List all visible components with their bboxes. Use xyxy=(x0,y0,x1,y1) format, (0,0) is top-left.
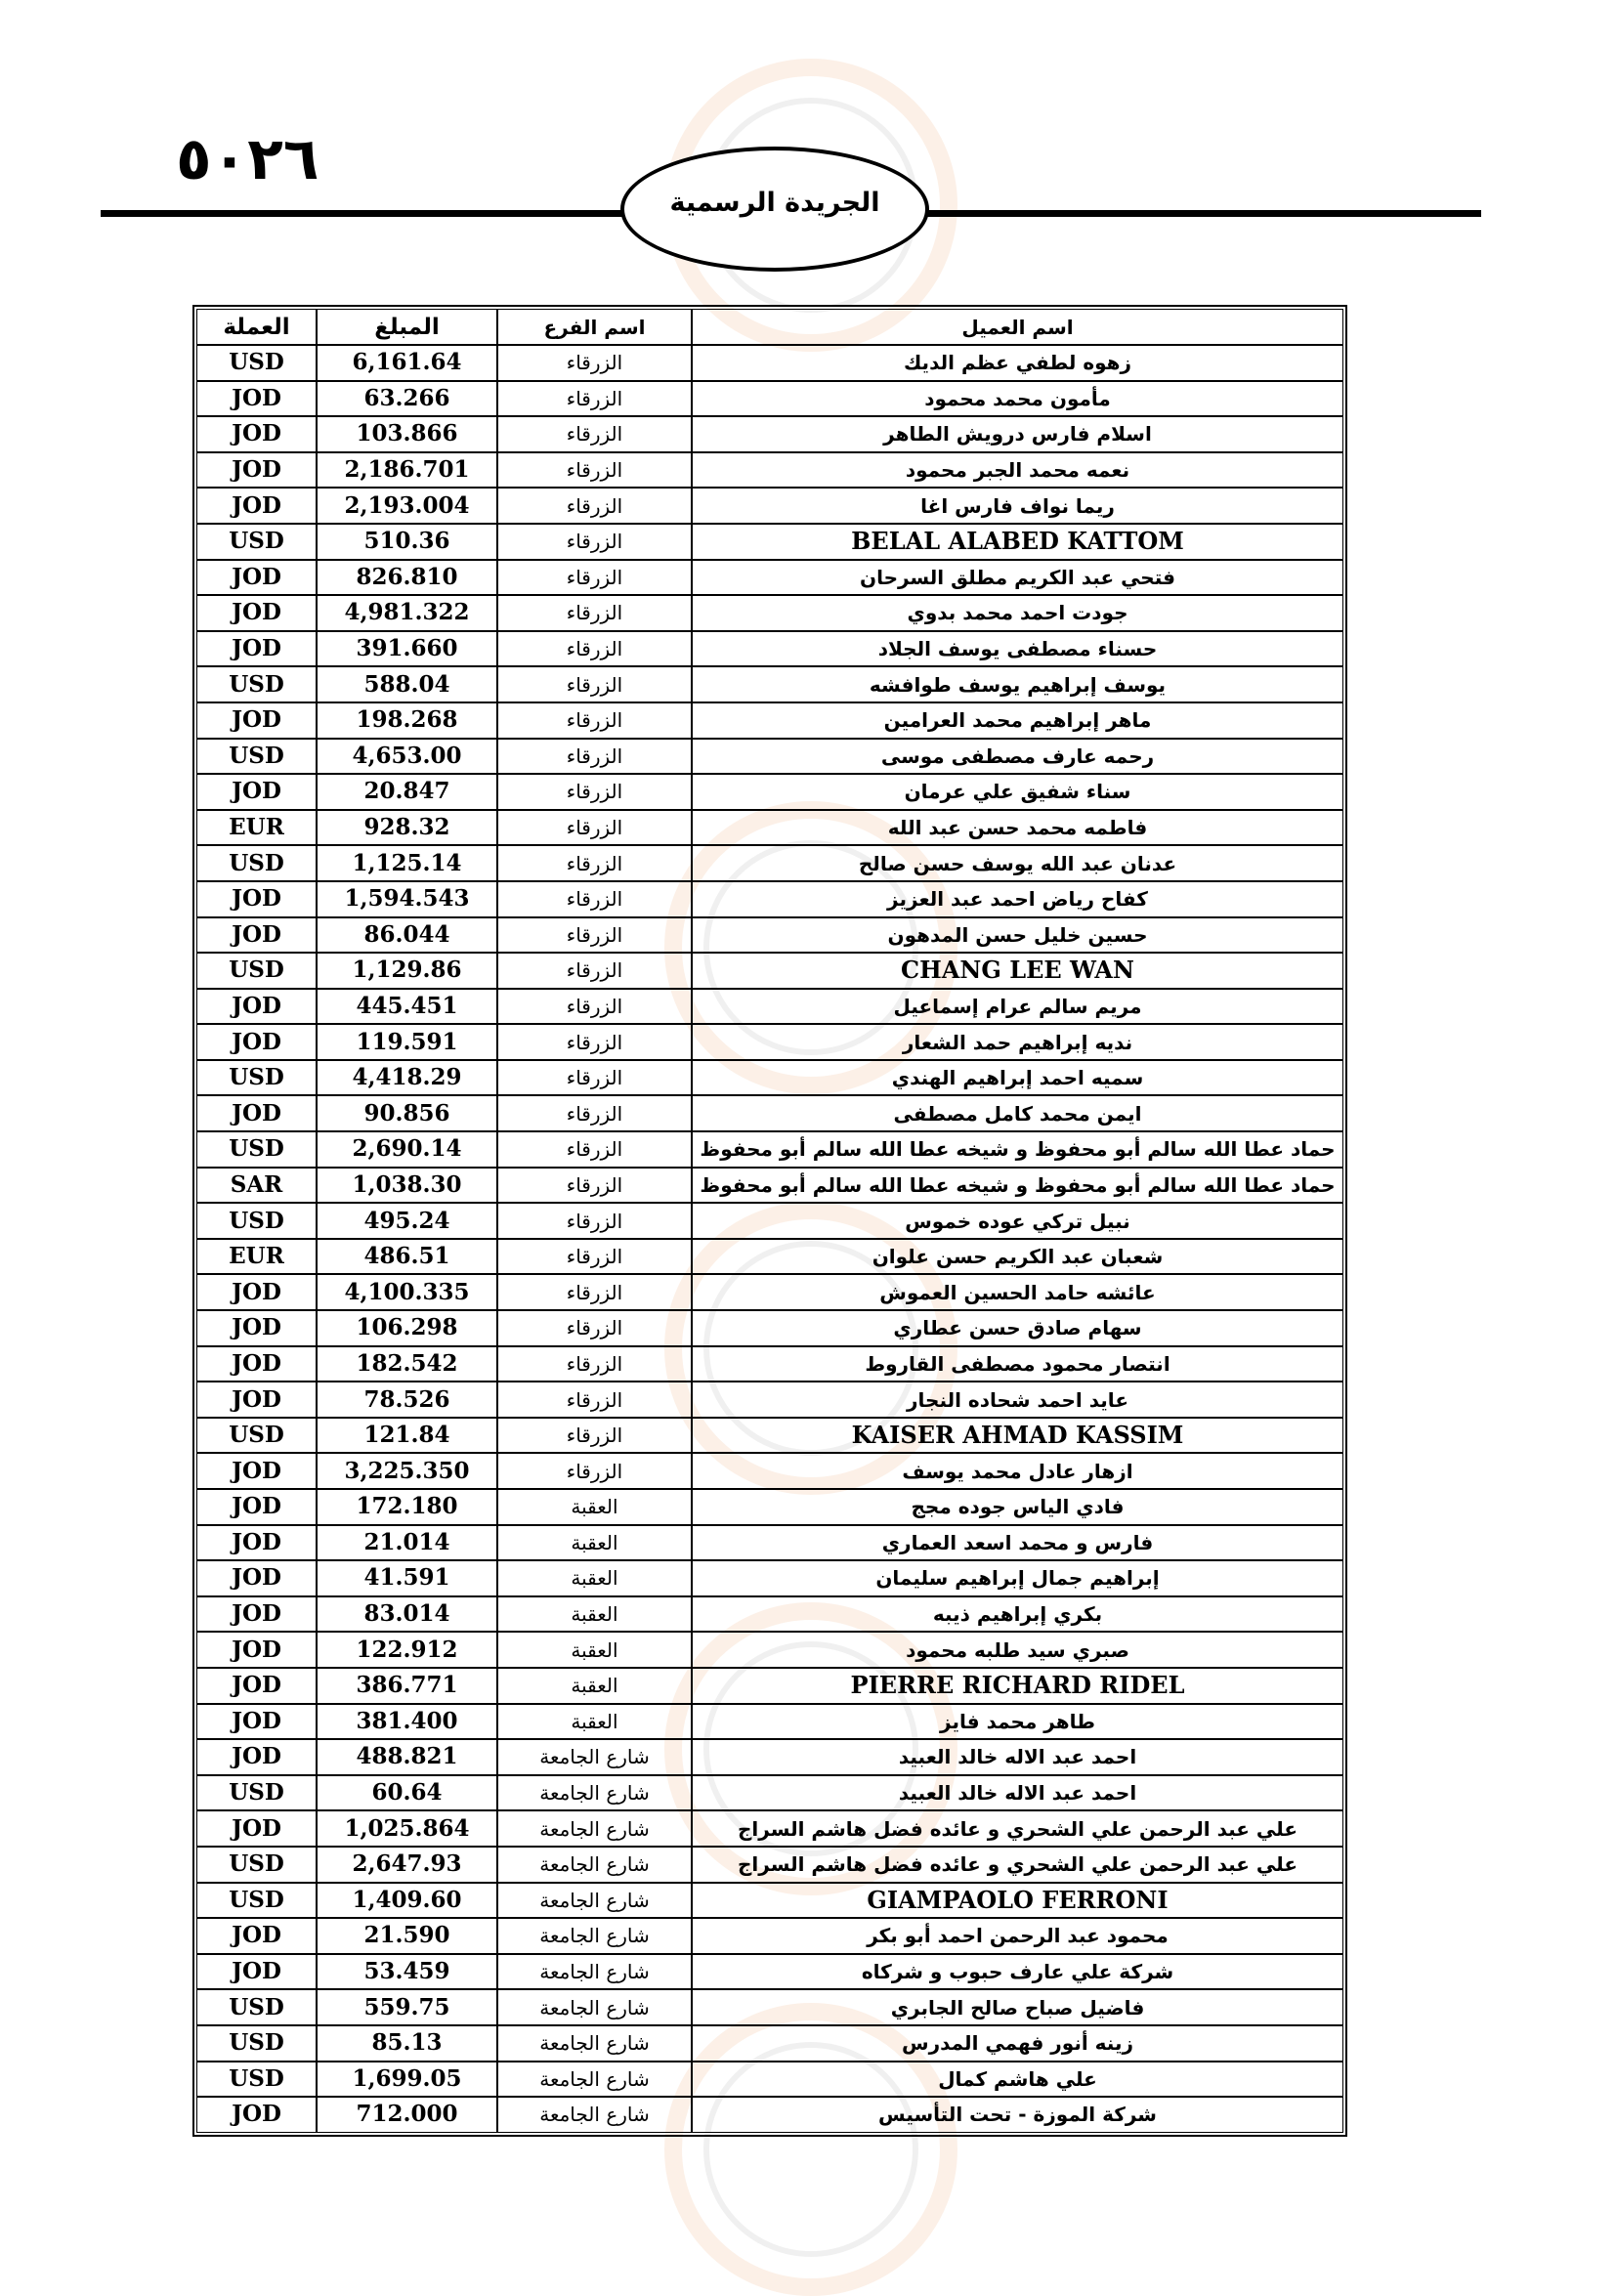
row-client-name: كفاح رياض احمد عبد العزيز xyxy=(692,881,1343,917)
table-row xyxy=(196,1632,1343,1668)
row-currency: USD xyxy=(196,1847,317,1883)
row-amount: 172.180 xyxy=(317,1489,497,1525)
row-client-name: فادي الياس جوده مجج xyxy=(692,1489,1343,1525)
col-branch: اسم الفرع xyxy=(497,309,692,345)
table-row xyxy=(196,452,1343,489)
row-currency: JOD xyxy=(196,774,317,810)
row-currency: JOD xyxy=(196,1596,317,1633)
table-row xyxy=(196,345,1343,381)
row-branch: الزرقاء xyxy=(497,1239,692,1275)
table-row xyxy=(196,1596,1343,1633)
row-client-name: GIAMPAOLO FERRONI xyxy=(692,1883,1343,1919)
table-row xyxy=(196,560,1343,596)
row-branch: الزرقاء xyxy=(497,345,692,381)
row-branch: الزرقاء xyxy=(497,631,692,667)
row-branch: الزرقاء xyxy=(497,845,692,881)
row-client-name: فارس و محمد اسعد العماري xyxy=(692,1525,1343,1561)
table-row xyxy=(196,381,1343,417)
row-amount: 2,690.14 xyxy=(317,1131,497,1168)
table-row xyxy=(196,810,1343,846)
row-branch: الزرقاء xyxy=(497,810,692,846)
row-client-name: شعبان عبد الكريم حسن علوان xyxy=(692,1239,1343,1275)
row-client-name: ماهر إبراهيم محمد العرامين xyxy=(692,702,1343,739)
row-client-name: احمد عبد الاله خالد العبيد xyxy=(692,1775,1343,1811)
row-amount: 1,129.86 xyxy=(317,953,497,989)
row-client-name: PIERRE RICHARD RIDEL xyxy=(692,1668,1343,1704)
row-branch: شارع الجامعة xyxy=(497,1847,692,1883)
col-amount: المبلغ xyxy=(317,309,497,345)
row-branch: الزرقاء xyxy=(497,702,692,739)
table-row xyxy=(196,1168,1343,1204)
gazette-title: الجريدة الرسمية xyxy=(669,187,880,218)
row-branch: الزرقاء xyxy=(497,666,692,702)
row-currency: JOD xyxy=(196,1668,317,1704)
row-amount: 1,125.14 xyxy=(317,845,497,881)
table-row xyxy=(196,1274,1343,1310)
row-client-name: ريما نواف فارس اغا xyxy=(692,488,1343,524)
row-amount: 486.51 xyxy=(317,1239,497,1275)
row-amount: 559.75 xyxy=(317,1989,497,2025)
col-client: اسم العميل xyxy=(692,309,1343,345)
row-client-name: سميه احمد إبراهيم الهندي xyxy=(692,1060,1343,1096)
table-row xyxy=(196,1024,1343,1060)
table-row xyxy=(196,1883,1343,1919)
row-amount: 712.000 xyxy=(317,2097,497,2133)
row-branch: شارع الجامعة xyxy=(497,1954,692,1990)
row-client-name: مأمون محمد محمود xyxy=(692,381,1343,417)
row-amount: 928.32 xyxy=(317,810,497,846)
row-client-name: حماد عطا الله سالم أبو محفوظ و شيخه عطا الله سالم أبو محفوظ xyxy=(692,1131,1343,1168)
row-currency: JOD xyxy=(196,1274,317,1310)
row-currency: USD xyxy=(196,666,317,702)
row-client-name: نبيل تركي عوده خموس xyxy=(692,1203,1343,1239)
row-amount: 20.847 xyxy=(317,774,497,810)
row-client-name: علي عبد الرحمن علي الشحري و عائده فضل هاشم السراج xyxy=(692,1847,1343,1883)
row-amount: 510.36 xyxy=(317,524,497,560)
row-client-name: BELAL ALABED KATTOM xyxy=(692,524,1343,560)
row-currency: JOD xyxy=(196,2097,317,2133)
row-amount: 86.044 xyxy=(317,917,497,954)
row-currency: USD xyxy=(196,845,317,881)
table-row xyxy=(196,2097,1343,2133)
row-client-name: فاطمه محمد حسن عبد الله xyxy=(692,810,1343,846)
table-row xyxy=(196,1418,1343,1454)
row-currency: USD xyxy=(196,953,317,989)
row-amount: 78.526 xyxy=(317,1382,497,1418)
row-client-name: فتحي عبد الكريم مطلق السرحان xyxy=(692,560,1343,596)
row-branch: الزرقاء xyxy=(497,1274,692,1310)
row-client-name: زينه أنور فهمي المدرس xyxy=(692,2025,1343,2062)
table-row xyxy=(196,416,1343,452)
table-row xyxy=(196,1095,1343,1131)
row-currency: USD xyxy=(196,1131,317,1168)
col-currency: العملة xyxy=(196,309,317,345)
row-amount: 2,193.004 xyxy=(317,488,497,524)
row-branch: شارع الجامعة xyxy=(497,1918,692,1954)
row-currency: JOD xyxy=(196,1704,317,1740)
row-currency: JOD xyxy=(196,1525,317,1561)
table-row xyxy=(196,1775,1343,1811)
row-amount: 588.04 xyxy=(317,666,497,702)
row-branch: شارع الجامعة xyxy=(497,1989,692,2025)
row-client-name: نعمه محمد الجبر محمود xyxy=(692,452,1343,489)
row-client-name: بكري إبراهيم ذيبه xyxy=(692,1596,1343,1633)
row-amount: 381.400 xyxy=(317,1704,497,1740)
row-amount: 119.591 xyxy=(317,1024,497,1060)
row-client-name: طاهر محمد فايز xyxy=(692,1704,1343,1740)
row-amount: 106.298 xyxy=(317,1310,497,1346)
row-client-name: علي هاشم كمال xyxy=(692,2062,1343,2098)
row-amount: 1,594.543 xyxy=(317,881,497,917)
table-row xyxy=(196,524,1343,560)
table-row xyxy=(196,631,1343,667)
row-branch: الزرقاء xyxy=(497,953,692,989)
row-currency: JOD xyxy=(196,1453,317,1489)
row-currency: USD xyxy=(196,1989,317,2025)
row-amount: 4,418.29 xyxy=(317,1060,497,1096)
table-row xyxy=(196,2025,1343,2062)
table-row xyxy=(196,595,1343,631)
row-client-name: عائشه حامد الحسين العموش xyxy=(692,1274,1343,1310)
row-branch: العقبة xyxy=(497,1704,692,1740)
row-currency: JOD xyxy=(196,595,317,631)
row-branch: العقبة xyxy=(497,1560,692,1596)
row-currency: USD xyxy=(196,1060,317,1096)
row-currency: JOD xyxy=(196,1632,317,1668)
row-client-name: انتصار محمود مصطفى القاروط xyxy=(692,1346,1343,1382)
table-row xyxy=(196,1382,1343,1418)
row-branch: الزرقاء xyxy=(497,1060,692,1096)
header-oval xyxy=(620,147,929,272)
row-amount: 1,699.05 xyxy=(317,2062,497,2098)
row-currency: JOD xyxy=(196,560,317,596)
table-row xyxy=(196,1525,1343,1561)
row-amount: 53.459 xyxy=(317,1954,497,1990)
row-amount: 198.268 xyxy=(317,702,497,739)
row-amount: 103.866 xyxy=(317,416,497,452)
row-amount: 445.451 xyxy=(317,989,497,1025)
row-client-name: علي عبد الرحمن علي الشحري و عائده فضل هاشم السراج xyxy=(692,1810,1343,1847)
row-branch: الزرقاء xyxy=(497,881,692,917)
row-currency: JOD xyxy=(196,381,317,417)
row-amount: 4,981.322 xyxy=(317,595,497,631)
row-currency: JOD xyxy=(196,1382,317,1418)
row-currency: SAR xyxy=(196,1168,317,1204)
table-row xyxy=(196,702,1343,739)
row-branch: العقبة xyxy=(497,1632,692,1668)
row-client-name: اسلام فارس درويش الطاهر xyxy=(692,416,1343,452)
row-amount: 1,409.60 xyxy=(317,1883,497,1919)
row-currency: EUR xyxy=(196,810,317,846)
row-branch: الزرقاء xyxy=(497,488,692,524)
row-branch: الزرقاء xyxy=(497,1382,692,1418)
row-amount: 386.771 xyxy=(317,1668,497,1704)
row-client-name: سهام صادق حسن عطاري xyxy=(692,1310,1343,1346)
row-currency: USD xyxy=(196,739,317,775)
row-amount: 826.810 xyxy=(317,560,497,596)
row-branch: الزرقاء xyxy=(497,452,692,489)
row-branch: الزرقاء xyxy=(497,1310,692,1346)
row-client-name: حسناء مصطفى يوسف الجلاد xyxy=(692,631,1343,667)
row-branch: شارع الجامعة xyxy=(497,2025,692,2062)
row-currency: USD xyxy=(196,1203,317,1239)
row-currency: JOD xyxy=(196,1310,317,1346)
row-branch: العقبة xyxy=(497,1525,692,1561)
row-amount: 60.64 xyxy=(317,1775,497,1811)
table-row xyxy=(196,1489,1343,1525)
row-client-name: حسين خليل حسن المدهون xyxy=(692,917,1343,954)
row-branch: الزرقاء xyxy=(497,381,692,417)
row-branch: شارع الجامعة xyxy=(497,1775,692,1811)
row-amount: 391.660 xyxy=(317,631,497,667)
table-row xyxy=(196,2062,1343,2098)
row-branch: العقبة xyxy=(497,1596,692,1633)
row-branch: الزرقاء xyxy=(497,524,692,560)
row-client-name: صبري سيد طلبه محمود xyxy=(692,1632,1343,1668)
table-row xyxy=(196,989,1343,1025)
table-row xyxy=(196,1918,1343,1954)
row-branch: الزرقاء xyxy=(497,774,692,810)
row-currency: JOD xyxy=(196,1954,317,1990)
row-branch: شارع الجامعة xyxy=(497,2062,692,2098)
table-row xyxy=(196,774,1343,810)
row-currency: JOD xyxy=(196,917,317,954)
row-branch: الزرقاء xyxy=(497,1024,692,1060)
row-client-name: CHANG LEE WAN xyxy=(692,953,1343,989)
row-client-name: عايد احمد شحاده النجار xyxy=(692,1382,1343,1418)
row-amount: 4,100.335 xyxy=(317,1274,497,1310)
row-client-name: شركة الموزة - تحت التأسيس xyxy=(692,2097,1343,2133)
row-currency: JOD xyxy=(196,1024,317,1060)
table-row xyxy=(196,953,1343,989)
row-currency: JOD xyxy=(196,702,317,739)
table-row xyxy=(196,1453,1343,1489)
row-currency: USD xyxy=(196,1418,317,1454)
row-currency: JOD xyxy=(196,1560,317,1596)
row-amount: 85.13 xyxy=(317,2025,497,2062)
row-currency: USD xyxy=(196,2062,317,2098)
row-client-name: يوسف إبراهيم يوسف طوافشه xyxy=(692,666,1343,702)
table-row xyxy=(196,1704,1343,1740)
row-currency: JOD xyxy=(196,1918,317,1954)
table-body xyxy=(196,345,1343,2133)
table-row xyxy=(196,1239,1343,1275)
table-header-row xyxy=(196,309,1343,345)
row-branch: شارع الجامعة xyxy=(497,1810,692,1847)
table-row xyxy=(196,1060,1343,1096)
row-currency: USD xyxy=(196,345,317,381)
table-row xyxy=(196,1739,1343,1775)
row-amount: 1,025.864 xyxy=(317,1810,497,1847)
table-row xyxy=(196,1203,1343,1239)
table-row xyxy=(196,1810,1343,1847)
row-client-name: ايمن محمد كامل مصطفى xyxy=(692,1095,1343,1131)
table-row xyxy=(196,917,1343,954)
row-currency: JOD xyxy=(196,881,317,917)
row-client-name: KAISER AHMAD KASSIM xyxy=(692,1418,1343,1454)
row-amount: 83.014 xyxy=(317,1596,497,1633)
row-currency: JOD xyxy=(196,488,317,524)
row-branch: العقبة xyxy=(497,1668,692,1704)
table-row xyxy=(196,1310,1343,1346)
row-branch: الزرقاء xyxy=(497,1168,692,1204)
row-branch: العقبة xyxy=(497,1489,692,1525)
row-branch: الزرقاء xyxy=(497,1346,692,1382)
row-amount: 63.266 xyxy=(317,381,497,417)
row-client-name: مريم سالم عرام إسماعيل xyxy=(692,989,1343,1025)
row-branch: الزرقاء xyxy=(497,1453,692,1489)
table-row xyxy=(196,488,1343,524)
row-client-name: عدنان عبد الله يوسف حسن صالح xyxy=(692,845,1343,881)
row-client-name: محمود عبد الرحمن احمد أبو بكر xyxy=(692,1918,1343,1954)
row-currency: EUR xyxy=(196,1239,317,1275)
row-amount: 2,186.701 xyxy=(317,452,497,489)
row-currency: JOD xyxy=(196,989,317,1025)
row-client-name: رحمه عارف مصطفى موسى xyxy=(692,739,1343,775)
row-branch: الزرقاء xyxy=(497,560,692,596)
row-currency: JOD xyxy=(196,1489,317,1525)
row-branch: الزرقاء xyxy=(497,989,692,1025)
row-branch: الزرقاء xyxy=(497,416,692,452)
row-amount: 182.542 xyxy=(317,1346,497,1382)
row-branch: شارع الجامعة xyxy=(497,1739,692,1775)
row-currency: USD xyxy=(196,1883,317,1919)
row-amount: 2,647.93 xyxy=(317,1847,497,1883)
row-amount: 488.821 xyxy=(317,1739,497,1775)
row-amount: 21.590 xyxy=(317,1918,497,1954)
row-currency: USD xyxy=(196,1775,317,1811)
row-amount: 495.24 xyxy=(317,1203,497,1239)
row-amount: 121.84 xyxy=(317,1418,497,1454)
row-branch: الزرقاء xyxy=(497,1418,692,1454)
table-row xyxy=(196,739,1343,775)
accounts-table xyxy=(192,305,1347,2137)
table-row xyxy=(196,1989,1343,2025)
table-row xyxy=(196,1346,1343,1382)
row-currency: JOD xyxy=(196,1810,317,1847)
table-row xyxy=(196,1954,1343,1990)
row-amount: 4,653.00 xyxy=(317,739,497,775)
row-client-name: زهوه لطفي عظم الديك xyxy=(692,345,1343,381)
table-row xyxy=(196,845,1343,881)
row-client-name: احمد عبد الاله خالد العبيد xyxy=(692,1739,1343,1775)
row-currency: JOD xyxy=(196,631,317,667)
row-client-name: حماد عطا الله سالم أبو محفوظ و شيخه عطا الله سالم أبو محفوظ xyxy=(692,1168,1343,1204)
row-branch: الزرقاء xyxy=(497,1203,692,1239)
row-client-name: إبراهيم جمال إبراهيم سليمان xyxy=(692,1560,1343,1596)
row-branch: الزرقاء xyxy=(497,917,692,954)
row-client-name: فاضيل صباح صالح الجابري xyxy=(692,1989,1343,2025)
row-currency: JOD xyxy=(196,1346,317,1382)
row-client-name: شركة علي عارف حبوب و شركاه xyxy=(692,1954,1343,1990)
table-row xyxy=(196,1847,1343,1883)
row-currency: JOD xyxy=(196,452,317,489)
row-client-name: جودت احمد محمد بدوي xyxy=(692,595,1343,631)
row-branch: الزرقاء xyxy=(497,1131,692,1168)
table-row xyxy=(196,666,1343,702)
row-currency: JOD xyxy=(196,1739,317,1775)
row-amount: 6,161.64 xyxy=(317,345,497,381)
row-amount: 1,038.30 xyxy=(317,1168,497,1204)
row-currency: USD xyxy=(196,2025,317,2062)
row-currency: JOD xyxy=(196,416,317,452)
row-amount: 41.591 xyxy=(317,1560,497,1596)
row-branch: الزرقاء xyxy=(497,1095,692,1131)
table-row xyxy=(196,881,1343,917)
row-branch: الزرقاء xyxy=(497,595,692,631)
row-amount: 3,225.350 xyxy=(317,1453,497,1489)
row-amount: 21.014 xyxy=(317,1525,497,1561)
row-client-name: سناء شفيق علي عرمان xyxy=(692,774,1343,810)
row-branch: شارع الجامعة xyxy=(497,2097,692,2133)
row-amount: 90.856 xyxy=(317,1095,497,1131)
table-row xyxy=(196,1560,1343,1596)
row-amount: 122.912 xyxy=(317,1632,497,1668)
row-branch: الزرقاء xyxy=(497,739,692,775)
row-client-name: نديه إبراهيم حمد الشعار xyxy=(692,1024,1343,1060)
row-currency: JOD xyxy=(196,1095,317,1131)
page-number: ٥٠٢٦ xyxy=(176,125,319,193)
row-branch: شارع الجامعة xyxy=(497,1883,692,1919)
row-currency: USD xyxy=(196,524,317,560)
row-client-name: ازهار عادل محمد يوسف xyxy=(692,1453,1343,1489)
table-row xyxy=(196,1131,1343,1168)
table-row xyxy=(196,1668,1343,1704)
